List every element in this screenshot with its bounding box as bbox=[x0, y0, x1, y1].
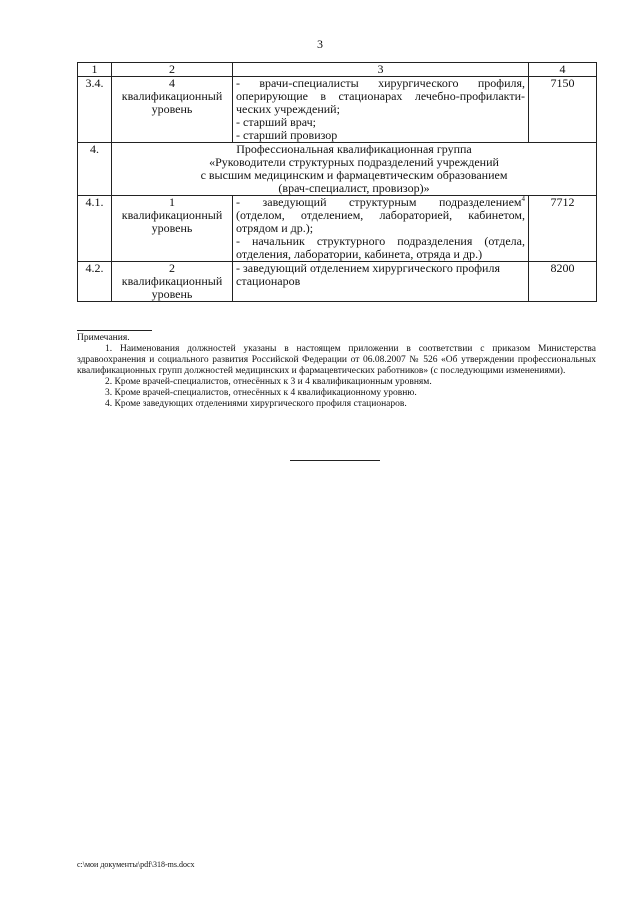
position-text: - заведующий структурным подразделением bbox=[236, 195, 522, 209]
footnote-marker: 4 bbox=[521, 195, 525, 203]
qualification-level bbox=[112, 196, 233, 262]
position-line: отделения, лаборатории, кабинета, отряда и др.) bbox=[236, 247, 483, 261]
level-word: квалификационный bbox=[121, 89, 223, 103]
group-title-line: с высшим медицинским и фармацевтическим образованием bbox=[200, 168, 508, 182]
header-cell-4: 4 bbox=[529, 63, 597, 77]
table-header-row bbox=[78, 63, 597, 77]
notes-divider bbox=[77, 330, 152, 331]
row-number: 4.1. bbox=[78, 196, 112, 262]
level-number: 1 bbox=[169, 195, 175, 209]
group-title bbox=[112, 143, 597, 196]
positions-cell bbox=[233, 262, 529, 302]
group-title-line: «Руководители структурных подразделений учреждений bbox=[209, 155, 499, 169]
position-line: оперирующие в стационарах лечебно-профилакти- bbox=[236, 89, 525, 103]
level-unit: уровень bbox=[151, 221, 193, 235]
salary-table bbox=[77, 62, 597, 302]
level-unit: уровень bbox=[151, 102, 193, 116]
note-item: 2. Кроме врачей-специалистов, отнесённых к 3 и 4 квалификационным уровням. bbox=[105, 377, 432, 387]
header-cell-2: 2 bbox=[112, 63, 233, 77]
level-number: 4 bbox=[169, 76, 175, 90]
level-number: 2 bbox=[169, 261, 175, 275]
group-title-line: Профессиональная квалификационная группа bbox=[236, 142, 472, 156]
page-number: 3 bbox=[317, 37, 323, 51]
position-line: ческих учреждений; bbox=[236, 102, 340, 116]
salary-value: 7150 bbox=[529, 77, 597, 143]
positions-cell bbox=[233, 196, 529, 262]
group-title-line: (врач-специалист, провизор)» bbox=[278, 181, 430, 195]
notes-title: Примечания. bbox=[77, 333, 130, 343]
header-cell-1: 1 bbox=[78, 63, 112, 77]
row-number: 4.2. bbox=[78, 262, 112, 302]
file-path: c:\мои документы\pdf\318-ms.docx bbox=[77, 860, 195, 869]
note-item: 4. Кроме заведующих отделениями хирургического профиля стационаров. bbox=[105, 399, 407, 409]
row-number: 4. bbox=[78, 143, 112, 196]
position-line: - старший провизор bbox=[236, 128, 338, 142]
position-line: - заведующий отделением хирургического профиля bbox=[236, 261, 500, 275]
position-line: - начальник структурного подразделения (отдела, bbox=[236, 234, 525, 248]
qualification-level bbox=[112, 262, 233, 302]
end-divider bbox=[290, 460, 380, 461]
table-row bbox=[78, 196, 597, 262]
table-row bbox=[78, 143, 597, 196]
notes-section bbox=[77, 333, 596, 410]
header-cell-3: 3 bbox=[233, 63, 529, 77]
note-item: 1. Наименования должностей указаны в настоящем приложении в соответствии с приказом Министерства здравоохранения и социального развития Российской Федерации от 06.08.2007 № 526 «Об утверждении профессиональных квалификационных групп должностей медицинских и фармацевтических работников» (с последующими изменениями). bbox=[77, 344, 596, 376]
position-line: отрядом и др.); bbox=[236, 221, 314, 235]
note-item: 3. Кроме врачей-специалистов, отнесённых к 4 квалификационному уровню. bbox=[105, 388, 417, 398]
table-row bbox=[78, 262, 597, 302]
row-number: 3.4. bbox=[78, 77, 112, 143]
qualification-level bbox=[112, 77, 233, 143]
level-unit: уровень bbox=[151, 287, 193, 301]
position-line: - старший врач; bbox=[236, 115, 317, 129]
level-word: квалификационный bbox=[121, 274, 223, 288]
salary-value: 8200 bbox=[529, 262, 597, 302]
position-line: (отделом, отделением, лабораторией, кабинетом, bbox=[236, 208, 525, 222]
level-word: квалификационный bbox=[121, 208, 223, 222]
positions-cell bbox=[233, 77, 529, 143]
salary-value: 7712 bbox=[529, 196, 597, 262]
table-row bbox=[78, 77, 597, 143]
position-line: стационаров bbox=[236, 274, 301, 288]
position-line: - врачи-специалисты хирургического профиля, bbox=[236, 76, 525, 90]
